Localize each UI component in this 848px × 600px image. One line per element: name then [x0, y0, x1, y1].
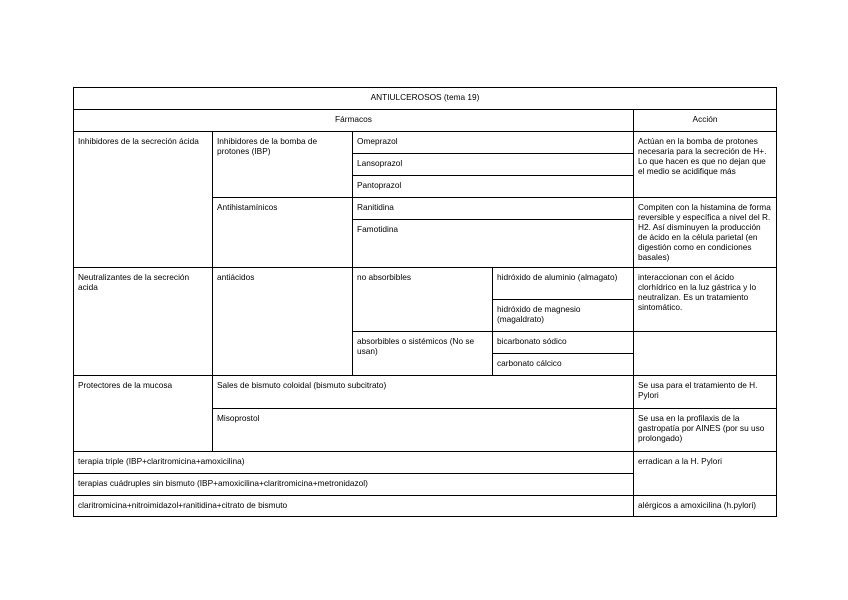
group-inhibidores: Inhibidores de la secreción ácida	[74, 132, 213, 268]
label-no-absorbibles: no absorbibles	[353, 268, 493, 332]
header-accion: Acción	[634, 110, 777, 132]
drug-lansoprazol: Lansoprazol	[353, 154, 634, 176]
drug-misoprostol: Misoprostol	[213, 409, 634, 452]
group-neutralizantes: Neutralizantes de la secreción acida	[74, 268, 213, 376]
action-bismuto: Se usa para el tratamiento de H. Pylori	[634, 376, 777, 409]
subgroup-antiacidos: antiácidos	[213, 268, 353, 376]
action-absorbibles-empty	[634, 332, 777, 376]
drug-omeprazol: Omeprazol	[353, 132, 634, 154]
therapy-cuadruple: terapias cuádruples sin bismuto (IBP+amoxicilina+claritromicina+metronidazol)	[74, 474, 634, 496]
action-alergicos: alérgicos a amoxicilina (h.pylori)	[634, 496, 777, 517]
drug-pantoprazol: Pantoprazol	[353, 176, 634, 198]
drug-bicarbonato-sodico: bicarbonato sódico	[493, 332, 634, 354]
drug-bismuto: Sales de bismuto coloidal (bismuto subcitrato)	[213, 376, 634, 409]
action-antihistaminicos: Compiten con la histamina de forma reversible y específica a nivel del R. H2. Así disminuyen la producción de ácido en la célula parietal (en digestión como en condiciones basales)	[634, 198, 777, 268]
action-neutralizantes: interaccionan con el ácido clorhídrico en la luz gástrica y lo neutralizan. Es un tratamiento sintomático.	[634, 268, 777, 332]
header-farmacos: Fármacos	[74, 110, 634, 132]
antiulcerosos-table	[73, 87, 777, 517]
subgroup-antihistaminicos: Antihistamínicos	[213, 198, 353, 268]
action-ibp: Actúan en la bomba de protones necesaria para la secreción de H+. Lo que hacen es que no dejan que el medio se acidifique más	[634, 132, 777, 198]
therapy-alternativa: claritromicina+nitroimidazol+ranitidina+citrato de bismuto	[74, 496, 634, 517]
therapy-triple: terapia triple (IBP+claritromicina+amoxicilina)	[74, 452, 634, 474]
drug-hidroxido-aluminio: hidróxido de aluminio (almagato)	[493, 268, 634, 300]
drug-hidroxido-magnesio: hidróxido de magnesio (magaldrato)	[493, 300, 634, 332]
drug-carbonato-calcico: carbonato cálcico	[493, 354, 634, 376]
drug-famotidina: Famotidina	[353, 220, 634, 268]
action-h-pylori: erradican a la H. Pylori	[634, 452, 777, 496]
action-misoprostol: Se usa en la profilaxis de la gastropatía por AINES (por su uso prolongado)	[634, 409, 777, 452]
group-protectores: Protectores de la mucosa	[74, 376, 213, 452]
subgroup-ibp: Inhibidores de la bomba de protones (IBP)	[213, 132, 353, 198]
label-absorbibles: absorbibles o sistémicos (No se usan)	[353, 332, 493, 376]
table-title: ANTIULCEROSOS (tema 19)	[74, 88, 777, 110]
drug-ranitidina: Ranitidina	[353, 198, 634, 220]
